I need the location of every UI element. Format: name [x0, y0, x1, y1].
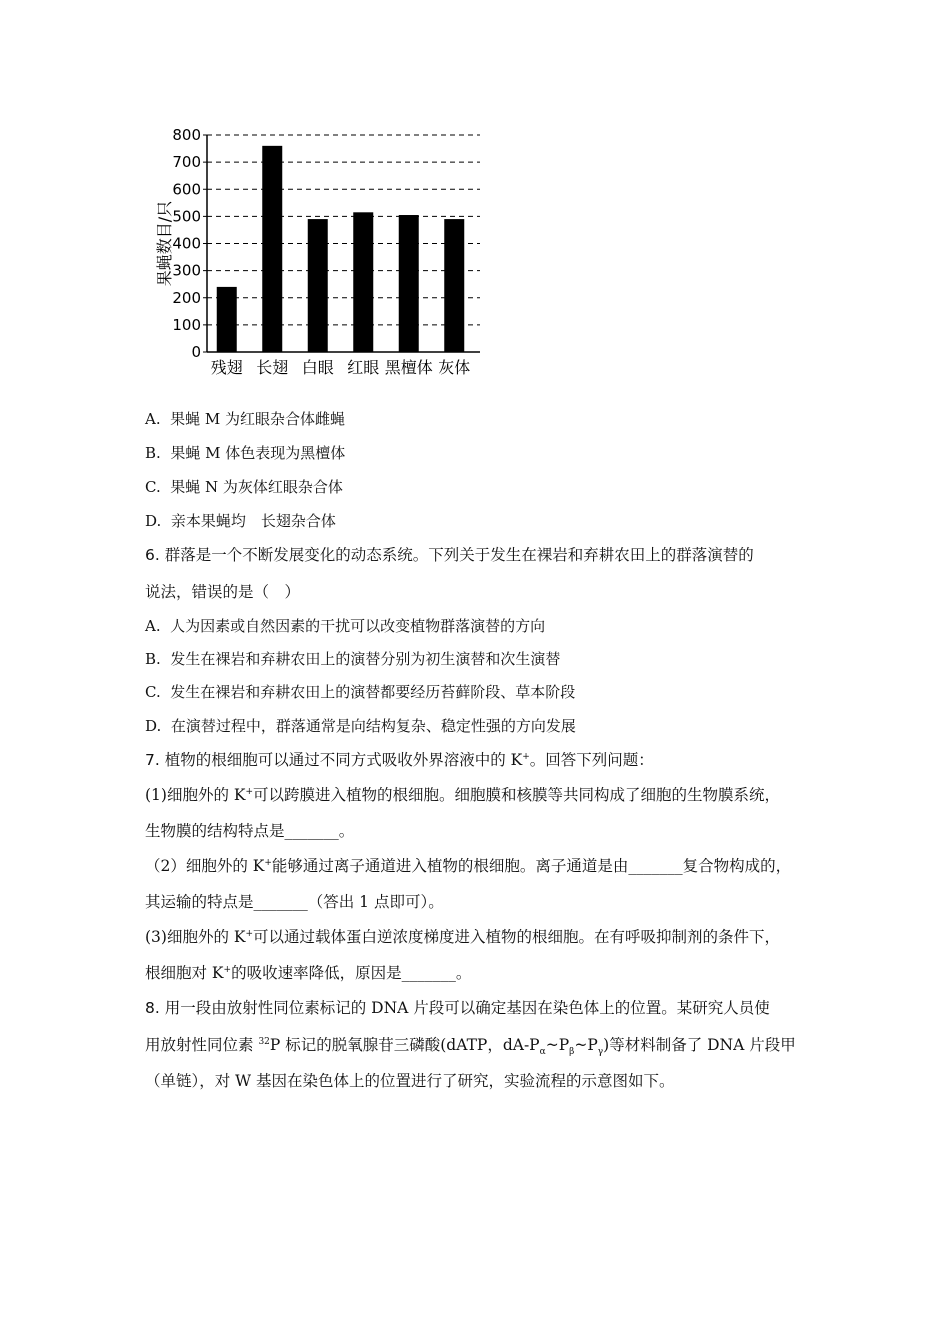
- q8-line1: 8. 用一段由放射性同位素标记的 DNA 片段可以确定基因在染色体上的位置。某研究人员使: [145, 999, 770, 1017]
- x-tick-label-1: 长翅: [256, 358, 289, 377]
- y-tick-label-600: 600: [172, 180, 201, 199]
- q7-part3-line1: (3)细胞外的 K+可以通过载体蛋白逆浓度梯度进入植物的根细胞。在有呼吸抑制剂的条件下，: [145, 928, 781, 946]
- q6-option-d: D. 在演替过程中，群落通常是向结构复杂、稳定性强的方向发展: [145, 717, 576, 735]
- x-tick-label-0: 残翅: [210, 358, 243, 377]
- q6-stem-line2: 说法，错误的是（ ）: [145, 583, 301, 601]
- q7-stem: 7. 植物的根细胞可以通过不同方式吸收外界溶液中的 K+。回答下列问题：: [145, 751, 654, 769]
- bar-3: [353, 212, 373, 352]
- y-tick-label-100: 100: [172, 315, 201, 334]
- q5-option-d: D. 亲本果蝇均 长翅杂合体: [145, 512, 336, 530]
- q5-option-c: C. 果蝇 N 为灰体红眼杂合体: [145, 478, 343, 496]
- bar-0: [217, 287, 237, 352]
- fruit-fly-bar-chart: [150, 122, 490, 382]
- q7-part2-line2: 其运输的特点是_______（答出 1 点即可）。: [145, 893, 444, 911]
- q7-part3-line2: 根细胞对 K+的吸收速率降低，原因是_______。: [145, 964, 472, 982]
- x-tick-label-4: 黑檀体: [384, 358, 433, 377]
- q6-option-a: A. 人为因素或自然因素的干扰可以改变植物群落演替的方向: [145, 617, 546, 635]
- y-tick-label-200: 200: [172, 288, 201, 307]
- q7-part2-line1: （2）细胞外的 K+能够通过离子通道进入植物的根细胞。离子通道是由_______复合物构成的，: [145, 857, 792, 875]
- bar-2: [308, 219, 328, 352]
- y-axis-ticks: [172, 126, 207, 361]
- q8-line3: （单链），对 W 基因在染色体上的位置进行了研究，实验流程的示意图如下。: [145, 1072, 675, 1090]
- y-axis-label: 果蝇数目/只: [155, 200, 174, 287]
- q7-part1-line1: (1)细胞外的 K+可以跨膜进入植物的根细胞。细胞膜和核膜等共同构成了细胞的生物膜系统，: [145, 786, 781, 804]
- y-tick-label-0: 0: [191, 343, 201, 361]
- q8-line2: 用放射性同位素 $^{32}$P 标记的脱氧腺苷三磷酸(dATP，$dA-P_\alpha\sim P_\beta\sim P_\gamma$)等材料制备了 DNA 片段甲: [145, 1036, 796, 1058]
- chart-grid: [207, 135, 480, 325]
- x-tick-label-5: 灰体: [438, 358, 471, 377]
- bar-1: [262, 146, 282, 352]
- y-tick-label-700: 700: [172, 153, 201, 172]
- q7-part1-line2: 生物膜的结构特点是_______。: [145, 822, 355, 840]
- q6-option-b: B. 发生在裸岩和弃耕农田上的演替分别为初生演替和次生演替: [145, 650, 561, 668]
- x-tick-label-3: 红眼: [347, 358, 380, 377]
- q6-option-c: C. 发生在裸岩和弃耕农田上的演替都要经历苔藓阶段、草本阶段: [145, 683, 576, 701]
- x-axis-labels: [211, 358, 471, 377]
- y-tick-label-500: 500: [172, 207, 201, 226]
- q5-option-a: A. 果蝇 M 为红眼杂合体雌蝇: [145, 410, 346, 428]
- bar-5: [444, 219, 464, 352]
- y-tick-label-300: 300: [172, 261, 201, 280]
- bar-4: [399, 215, 419, 352]
- q6-stem-line1: 6. 群落是一个不断发展变化的动态系统。下列关于发生在裸岩和弃耕农田上的群落演替的: [145, 546, 754, 564]
- chart-bars: [217, 146, 465, 352]
- y-tick-label-800: 800: [172, 126, 201, 144]
- y-tick-label-400: 400: [172, 234, 201, 253]
- q5-option-b: B. 果蝇 M 体色表现为黑檀体: [145, 444, 346, 462]
- x-tick-label-2: 白眼: [301, 358, 334, 377]
